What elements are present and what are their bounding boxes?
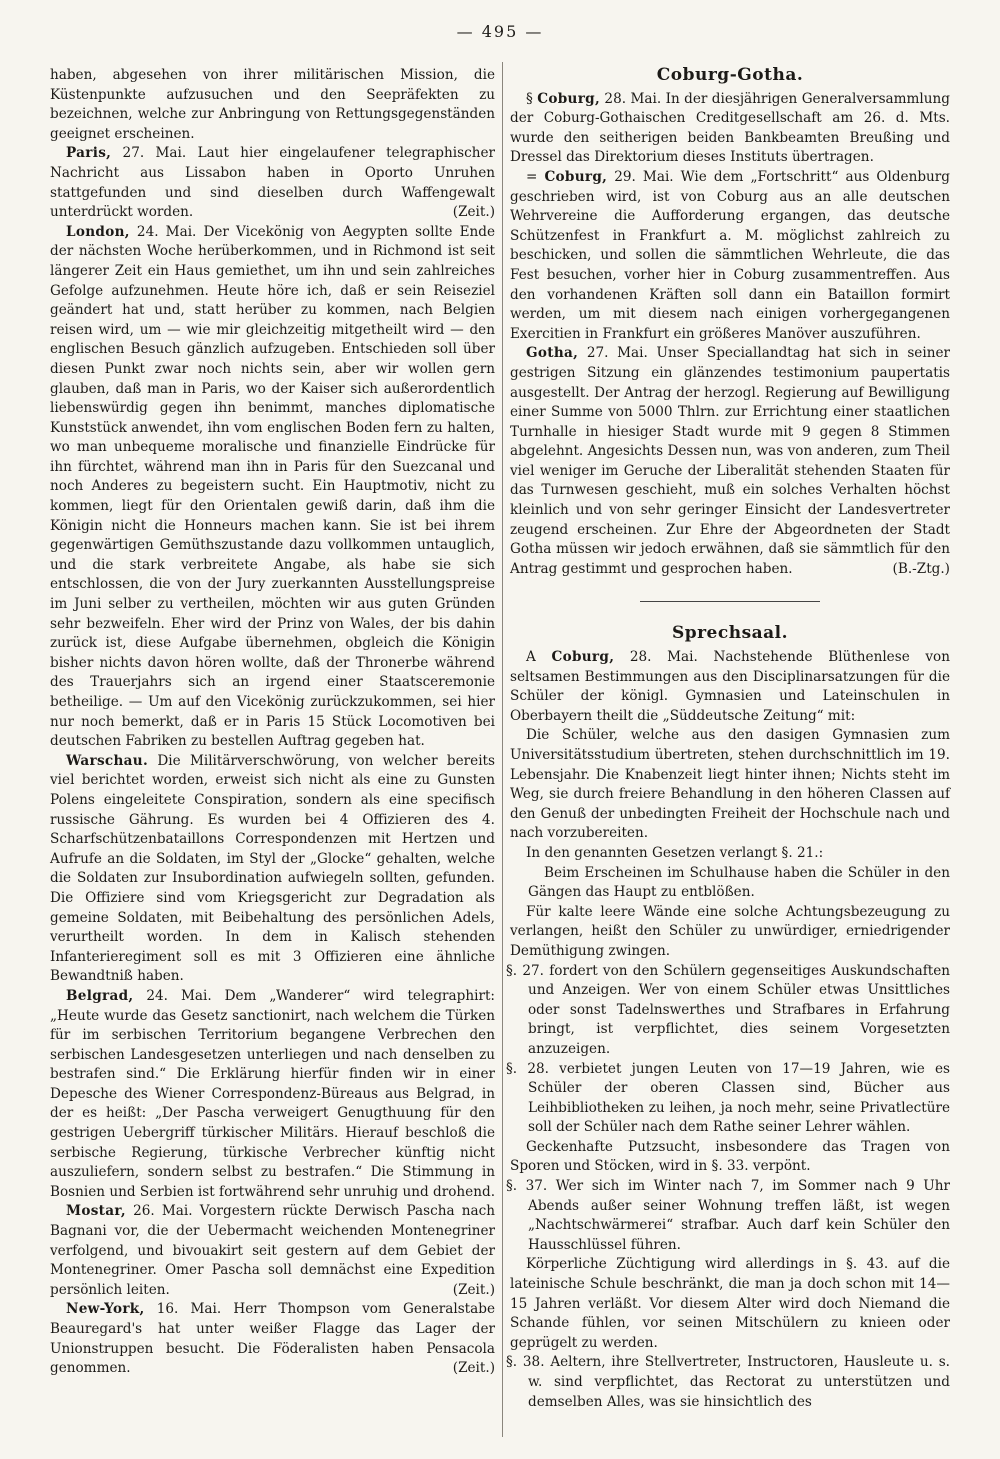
article-coburg-2: [510, 168, 950, 344]
dateline-gotha: Gotha,: [526, 345, 579, 362]
sprechsaal-intro: [510, 648, 950, 726]
section-heading-coburg-gotha: Coburg-Gotha.: [656, 65, 804, 85]
article-london-text: 24. Mai. Der Vicekönig von Aegypten sollte Ende der nächsten Woche herüberkommen, und in Richmond ist seit längerer Zeit ein Haus gemiethet, um ihn und sein zahlreiches Gefolge aufzunehmen. Heute höre ich, daß er sein Reiseziel geändert hat und, statt herüber zu kommen, nach Belgien reisen wird, um — wie mir gleichzeitig mitgetheilt wird — den englischen Besuch gänzlich aufzugeben. Entschieden soll über diesen Punkt zwar noch nichts sein, aber wir wollen gern glauben, daß man in Paris, wo der Kaiser sich außerordentlich liebenswürdig gegen ihn benimmt, manches diplomatische Kunststück anwendet, ihn vom englischen Boden fern zu halten, wo man unbequeme moralische und finanzielle Eindrücke für ihn fürchtet, während man ihn in Paris für den Suezcanal und noch Anderes zu begeistern sucht. Ein Hauptmotiv, nicht zu kommen, liegt für den Orientalen gewiß darin, daß ihm die Königin nicht die Honneurs machen kann. Sie ist bei ihrem gegenwärtigen Gemüthszustande dazu vollkommen untauglich, und die stark verbreitete Angabe, als habe sie sich entschlossen, die von der Jury zuerkannten Ausstellungspreise im Juni selber zu vertheilen, möchten wir aus guten Gründen sehr bezweifeln. Eher wird der Prinz von Wales, der bis dahin zurück ist, diese Aufgabe übernehmen, obgleich die Königin bisher nichts davon hören wollte, daß der Thronerbe während des Trauerjahrs sich an irgend einer Staatsceremonie betheilige. — Um auf den Vicekönig zurückzukommen, sei hier nur noch bemerkt, daß er in Paris 15 Stück Locomotiven bei deutschen Fabriken zu bestellen Auftrag gegeben hat.: [50, 223, 495, 750]
sprechsaal-paragraph: Körperliche Züchtigung wird allerdings in §. 43. auf die lateinische Schule beschränkt, die man ja doch schon mit 14—15 Jahren verläßt. Vor diesem Alter wird doch Niemand die Schande fühlen, vor seinen Mitschülern zu knieen oder geprügelt zu werden.: [510, 1256, 950, 1351]
section-heading-sprechsaal: Sprechsaal.: [671, 623, 789, 644]
article-newyork-text: 16. Mai. Herr Thompson vom Generalstabe Beauregard's hat unter weißer Flagge das Lager der Unionstruppen besucht. Die Föderalisten haben Pensacola genommen.: [50, 1301, 495, 1377]
marker-equals: =: [526, 168, 545, 185]
article-belgrad-text: 24. Mai. Dem „Wanderer“ wird telegraphirt: „Heute wurde das Gesetz sanctionirt, nach welchem die Türken für im serbischen Territorium begangene Verbrechen den serbischen Landesgesetzen unterliegen und nach denselben zu bestrafen sind.“ Die Erklärung hierfür finden wir in einer Depesche des Wiener Correspondenz-Büreaus aus Belgrad, in der es heißt: „Der Pascha verweigert Genugthuung für den gestrigen Uebergriff türkischer Militärs. Hierauf beschloß die serbische Regierung, türkische Verbrecher künftig nicht auszuliefern, sondern selbst zu bestrafen.“ Die Stimmung in Bosnien und Serbien ist fortwährend sehr unruhig und drohend.: [50, 987, 496, 1200]
dateline-paris: Paris,: [66, 145, 112, 162]
page-number: — 495 —: [456, 22, 544, 41]
article-coburg-1: [510, 90, 950, 168]
source-bztg: (B.-Ztg.): [892, 560, 950, 577]
article-coburg-2-text: 29. Mai. Wie dem „Fortschritt“ aus Oldenburg geschrieben wird, ist von Coburg aus an alle deutschen Wehrvereine die Aufforderung ergangen, das deutsche Schützenfest in Frankfurt a. M. möglichst zahlreich zu beschicken, und sollen die sämmtlichen Wehrleute, die das Fest besuchen, vorher hier in Coburg zusammentreffen. Aus den vorhandenen Kräften soll dann ein Bataillon formirt werden, um mit diesem nach einigen vorhergegangenen Exercitien in Frankfurt ein größeres Manöver auszuführen.: [510, 168, 950, 342]
marker-a: A: [526, 649, 552, 666]
source-zeit: (Zeit.): [452, 1360, 495, 1377]
article-coburg-1-text: 28. Mai. In der diesjährigen Generalversammlung der Coburg-Gothaischen Creditgesellschaft am 26. d. Mts. wurde den seitherigen beiden Bankbeamten Breußing und Dressel das Direktorium dieses Instituts übertragen.: [510, 90, 950, 166]
sprechsaal-paragraph: Geckenhafte Putzsucht, insbesondere das Tragen von Sporen und Stöcken, wird in §. 33. verpönt.: [510, 1138, 950, 1175]
dateline-coburg: Coburg,: [537, 90, 600, 107]
article-belgrad: [50, 987, 495, 1203]
sprechsaal-intro-text: 28. Mai. Nachstehende Blüthenlese von seltsamen Bestimmungen aus den Disciplinarsatzungen für die Schüler der königl. Gymnasien und Lateinschulen in Oberbayern theilt die „Süddeutsche Zeitung“ mit:: [510, 649, 950, 724]
sprechsaal-paragraph: In den genannten Gesetzen verlangt §. 21.:: [526, 844, 824, 861]
dateline-coburg: Coburg,: [551, 649, 615, 666]
dateline-belgrad: Belgrad,: [66, 987, 134, 1004]
article-london: [50, 223, 495, 752]
dateline-mostar: Mostar,: [66, 1203, 126, 1220]
section-separator: [640, 601, 820, 602]
article-gotha: [510, 344, 950, 579]
source-zeit: (Zeit.): [452, 1281, 495, 1298]
sprechsaal-rule: §. 38. Aeltern, ihre Stellvertreter, Instructoren, Hausleute u. s. w. sind verpflichtet, das Rectorat zu unterstützen und demselben Alles, was sie hinsichtlich des: [506, 1354, 950, 1410]
dateline-coburg: Coburg,: [544, 168, 608, 185]
right-column: [506, 65, 950, 1412]
article-paris-text: 27. Mai. Laut hier eingelaufener telegraphischer Nachricht aus Lissabon haben in Oporto Unruhen stattgefunden und sind dieselben durch Waffengewalt unterdrückt worden.: [50, 145, 495, 221]
sprechsaal-rule: §. 27. fordert von den Schülern gegenseitiges Auskundschaften und Anzeigen. Wer von einem Schüler etwas Unsittliches oder sonst Tadelnswerthes und Strafbares in Erfahrung bringt, ist verpflichtet, dies seinem Vorgesetzten anzuzeigen.: [506, 962, 950, 1057]
sprechsaal-rule: §. 37. Wer sich im Winter nach 7, im Sommer nach 9 Uhr Abends außer seiner Wohnung treffen läßt, ist wegen „Nachtschwärmerei“ strafbar. Auch darf kein Schüler den Hausschlüssel führen.: [506, 1178, 950, 1253]
continued-paragraph: haben, abgesehen von ihrer militärischen Mission, die Küstenpunkte aufzusuchen und den Seepräfekten zu bezeichnen, welche zur Anbringung von Rettungsgegenständen geeignet erscheinen.: [50, 67, 495, 142]
article-newyork: [50, 1300, 495, 1378]
source-zeit: (Zeit.): [452, 204, 495, 221]
sprechsaal-rule: §. 28. verbietet jungen Leuten von 17—19 Jahren, wie es Schüler der oberen Classen sind, Bücher aus Leihbibliotheken zu leihen, ja noch mehr, seine Privatlectüre soll der Schüler nach dem Rathe seiner Lehrer wählen.: [506, 1060, 950, 1136]
column-divider: [502, 62, 503, 1437]
article-mostar-text: 26. Mai. Vorgestern rückte Derwisch Pascha nach Bagnani vor, die der Uebermacht weichenden Montenegriner verfolgend, und bivouakirt seit gestern auf dem Gebiet der Montenegriner. Omer Pascha soll demnächst eine Expedition persönlich leiten.: [50, 1203, 495, 1298]
article-mostar: [50, 1202, 495, 1300]
dateline-newyork: New-York,: [66, 1301, 145, 1318]
sprechsaal-paragraph: Die Schüler, welche aus den dasigen Gymnasien zum Universitätsstudium übertreten, stehen durchschnittlich im 19. Lebensjahr. Die Knabenzeit liegt hinter ihnen; Nichts steht im Weg, sie durch freiere Behandlung in den höheren Classen auf den Genuß der unbedingten Freiheit der Hochschule nach und nach vorzubereiten.: [510, 727, 950, 842]
dateline-london: London,: [66, 223, 130, 240]
left-column: [50, 66, 495, 1379]
marker-paragraph-sign: §: [526, 90, 538, 107]
sprechsaal-paragraph: Für kalte leere Wände eine solche Achtungsbezeugung zu verlangen, heißt den Schüler zu unwürdiger, erniedrigender Demüthigung zwingen.: [510, 903, 950, 959]
article-warschau: [50, 752, 495, 987]
article-gotha-text: 27. Mai. Unser Speciallandtag hat sich in seiner gestrigen Sitzung ein glänzendes testimonium paupertatis ausgestellt. Der Antrag der herzogl. Regierung auf Bewilligung einer Summe von 5000 Thlrn. zur Errichtung einer staatlichen Turnhalle in hiesiger Stadt wurde mit 9 gegen 8 Stimmen abgelehnt. Angesichts Dessen nun, was von anderen, zum Theil viel weniger im Geruche der Liberalität stehenden Staaten für das Turnwesen geschieht, muß ein solches Verhalten höchst kleinlich und von sehr geringer Einsicht der Landesvertreter zeugend erscheinen. Zur Ehre der Abgeordneten der Stadt Gotha müssen wir jedoch erwähnen, daß sie sämmtlich für den Antrag gestimmt und gesprochen haben.: [510, 345, 950, 577]
article-warschau-text: Die Militärverschwörung, von welcher bereits viel berichtet worden, erweist sich nicht als eine zu Gunsten Polens eingeleitete Conspiration, sondern als eine specifisch russische Gährung. Es wurden bei 4 Offizieren des 4. Scharfschützenbataillons Correspondenzen mit Hertzen und Aufrufe an die Soldaten, im Styl der „Glocke“ gehalten, welche die Soldaten zur Insubordination aufwiegeln sollten, gefunden. Die Offiziere sind vom Kriegsgericht zur Degradation als gemeine Soldaten, mit Beibehaltung des persönlichen Adels, verurtheilt worden. In dem in Kalisch stehenden Infanterieregiment soll es mit 3 Offizieren eine ähnliche Bewandtniß haben.: [50, 752, 495, 985]
dateline-warschau: Warschau.: [66, 752, 148, 769]
sprechsaal-quote: Beim Erscheinen im Schulhause haben die Schüler in den Gängen das Haupt zu entblößen.: [528, 864, 950, 901]
article-paris: [50, 144, 495, 222]
